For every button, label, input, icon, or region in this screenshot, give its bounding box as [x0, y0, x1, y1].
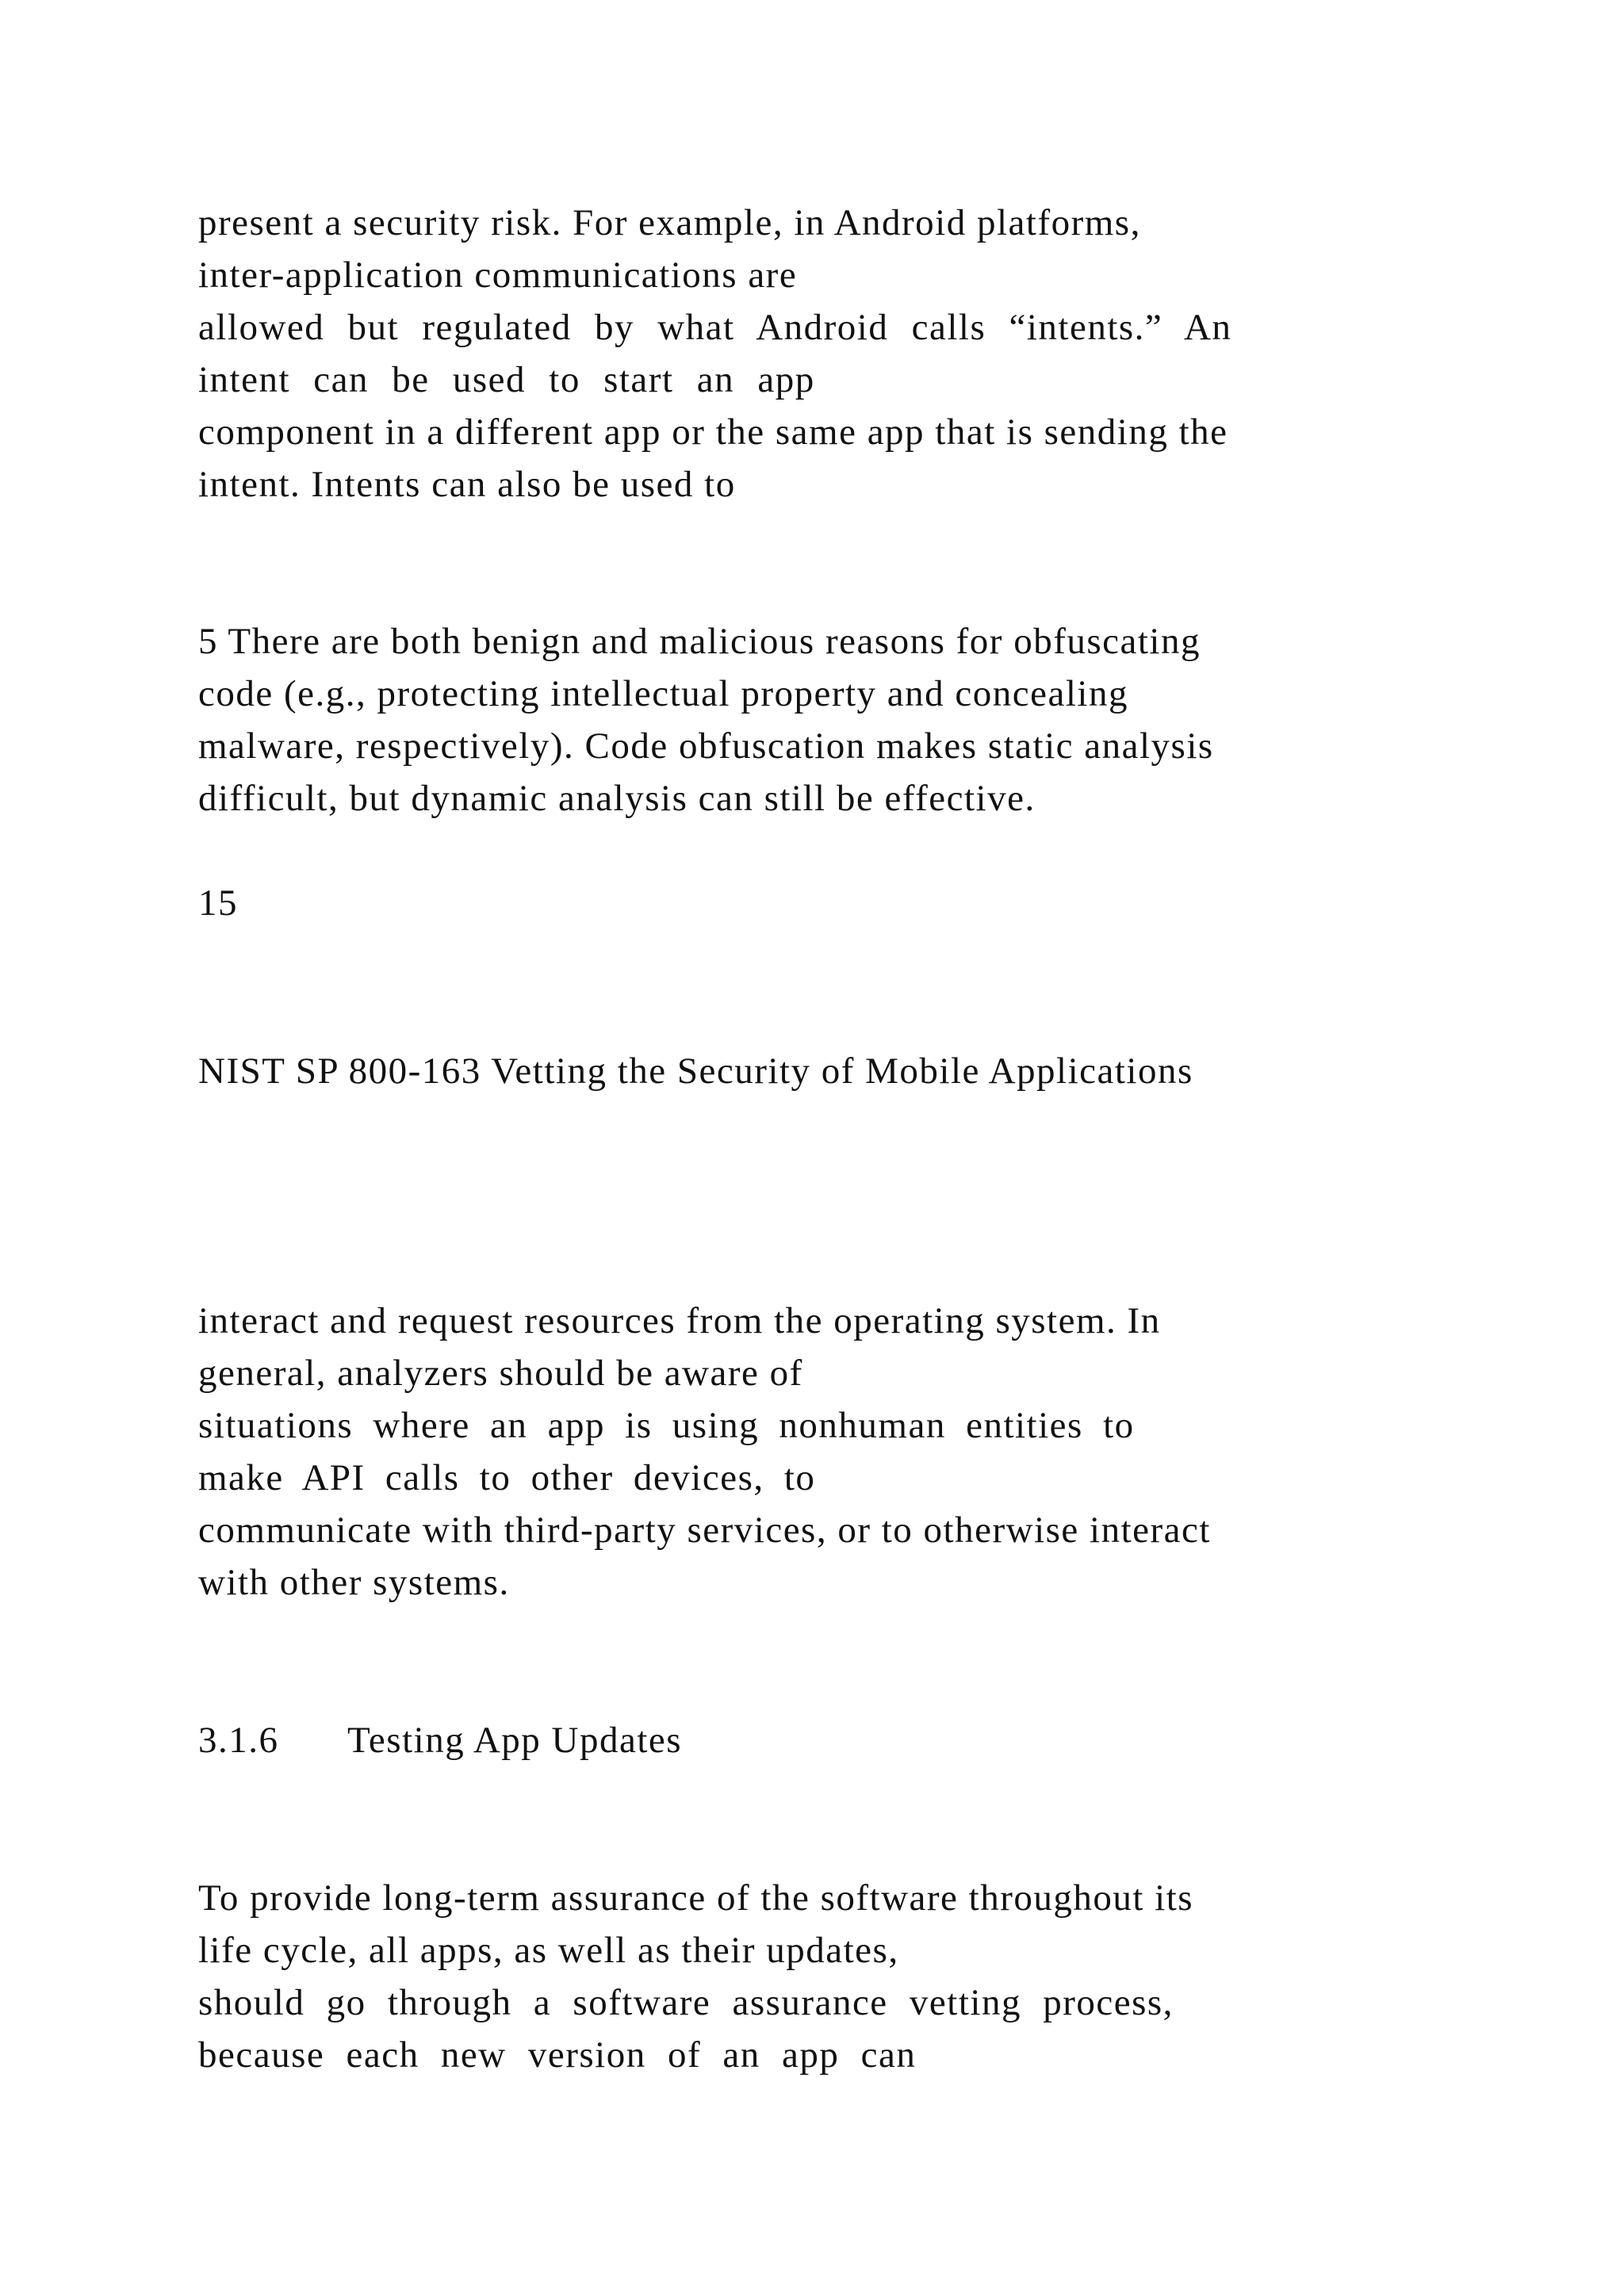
text-line: 5 There are both benign and malicious reasons for obfuscating [198, 621, 1201, 662]
text-line: intent. Intents can also be used to [198, 464, 736, 505]
running-header [198, 1045, 1435, 1097]
text-line: because each new version of an app can [198, 2034, 917, 2076]
text-line: make API calls to other devices, to [198, 1457, 816, 1498]
text-line: situations where an app is using nonhuman entities to [198, 1405, 1135, 1446]
text-line: general, analyzers should be aware of [198, 1353, 803, 1394]
text-line: interact and request resources from the operating system. In [198, 1300, 1161, 1341]
text-line: malware, respectively). Code obfuscation makes static analysis [198, 725, 1214, 767]
paragraph-interact [198, 1295, 1435, 1609]
running-header-text: NIST SP 800-163 Vetting the Security of Mobile Applications [198, 1050, 1193, 1092]
paragraph-updates [198, 1872, 1435, 2081]
section-heading-line [198, 1714, 1435, 1766]
footnote-5 [198, 615, 1435, 825]
section-title: Testing App Updates [347, 1720, 683, 1761]
paragraph-intents [198, 197, 1435, 511]
text-line: with other systems. [198, 1562, 510, 1603]
section-heading [198, 1714, 1435, 1766]
text-line: component in a different app or the same app that is sending the [198, 411, 1228, 453]
text-line: code (e.g., protecting intellectual property and concealing [198, 673, 1128, 714]
text-line: should go through a software assurance vetting process, [198, 1982, 1174, 2023]
text-line: present a security risk. For example, in Android platforms, [198, 202, 1141, 243]
page-number-text: 15 [198, 882, 238, 924]
text-line: life cycle, all apps, as well as their updates, [198, 1930, 899, 1971]
text-line: intent can be used to start an app [198, 359, 815, 400]
text-line: To provide long-term assurance of the software throughout its [198, 1877, 1194, 1919]
page-number [198, 877, 1435, 929]
text-line: difficult, but dynamic analysis can still be effective. [198, 778, 1036, 819]
text-line: inter-application communications are [198, 254, 798, 296]
text-line: allowed but regulated by what Android calls “intents.” An [198, 307, 1232, 348]
text-line: communicate with third-party services, or to otherwise interact [198, 1510, 1211, 1551]
section-number: 3.1.6 [198, 1720, 279, 1761]
